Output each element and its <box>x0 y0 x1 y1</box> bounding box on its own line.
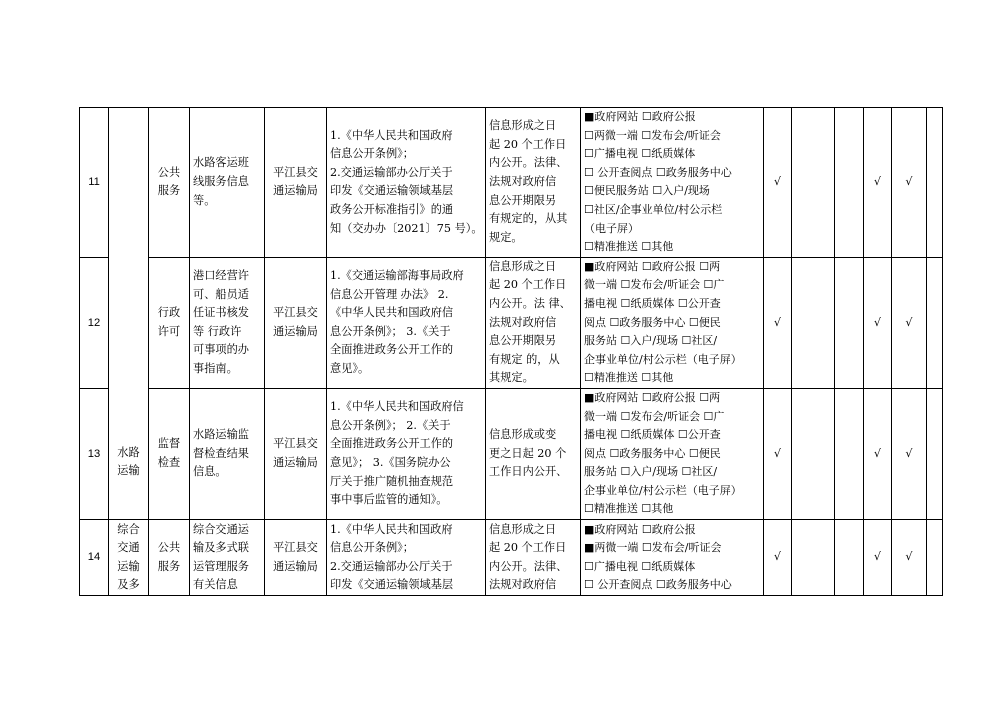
table-row <box>80 108 943 258</box>
check-mark <box>927 520 943 596</box>
basis-line: 厅关于推广随机抽查规范 <box>330 474 454 488</box>
channel-line: ☐精准推送 ☐其他 <box>584 371 674 385</box>
deadline-line: 法规对政府信 <box>489 578 557 592</box>
basis-cell <box>327 388 486 519</box>
channel-line: 微一端 ☐发布会/听证会 ☐广 <box>584 409 725 423</box>
organization-line: 平江县交 <box>273 437 318 451</box>
deadline-line: 起 20 个工作日 <box>489 541 567 555</box>
organization-line: 通运输局 <box>273 184 318 198</box>
deadline-line: 信息形成或变 <box>489 428 557 442</box>
organization-cell <box>265 108 327 258</box>
deadline-line: 息公开期限另 <box>489 334 557 348</box>
deadline-line: 有规定的，从其 <box>489 212 568 226</box>
channel-line: 服务站 ☐入户/现场 ☐社区/ <box>584 465 718 479</box>
channel-line: 企事业单位/村公示栏（电子屏） <box>584 483 742 497</box>
deadline-line: 起 20 个工作日 <box>489 137 567 151</box>
check-mark: √ <box>764 108 792 258</box>
deadline-line: 息公开期限另 <box>489 193 557 207</box>
organization-line: 平江县交 <box>273 306 318 320</box>
check-mark: √ <box>864 257 892 388</box>
content-line: 线服务信息 <box>193 175 249 189</box>
basis-cell <box>327 520 486 596</box>
check-mark: √ <box>892 108 927 258</box>
deadline-line: 信息形成之日 <box>489 119 557 133</box>
content-line: 运管理服务 <box>193 559 249 573</box>
category-line: 运输 <box>117 464 140 478</box>
deadline-line: 起 20 个工作日 <box>489 278 567 292</box>
organization-cell <box>265 520 327 596</box>
check-mark: √ <box>892 520 927 596</box>
deadline-line: 信息形成之日 <box>489 259 557 273</box>
check-mark <box>835 388 864 519</box>
basis-line: 1.《中华人民共和国政府 <box>330 522 453 536</box>
content-line: 事指南。 <box>193 362 238 376</box>
table-row <box>80 520 943 596</box>
deadline-line: 工作日内公开、 <box>489 465 568 479</box>
deadline-line: 内公开。法律、 <box>489 156 568 170</box>
category-line: 及多 <box>117 578 140 592</box>
subcategory-cell <box>149 388 190 519</box>
check-mark <box>792 257 835 388</box>
content-line: 等 行政许 <box>193 324 242 338</box>
deadline-line: 法规对政府信 <box>489 175 557 189</box>
check-mark <box>835 520 864 596</box>
channel-line: 播电视 ☐纸质媒体 ☐公开查 <box>584 428 721 442</box>
check-mark: √ <box>864 388 892 519</box>
basis-line: 信息公开条例》； <box>330 541 414 555</box>
subcategory-cell <box>149 520 190 596</box>
basis-line: 全面推进政务公开工作的 <box>330 343 454 357</box>
row-number: 13 <box>80 388 109 519</box>
basis-cell <box>327 108 486 258</box>
basis-line: 信息公开条例》； <box>330 147 414 161</box>
check-mark: √ <box>764 520 792 596</box>
basis-line: 印发《交通运输领域基层 <box>330 578 454 592</box>
channel-line: 服务站 ☐入户/现场 ☐社区/ <box>584 334 718 348</box>
deadline-line: 有规定 的，从 <box>489 352 560 366</box>
organization-line: 通运输局 <box>273 455 318 469</box>
content-line: 港口经营许 <box>193 269 249 283</box>
deadline-cell <box>486 520 581 596</box>
table-row <box>80 388 943 519</box>
channel-line: 微一端 ☐发布会/听证会 ☐广 <box>584 278 725 292</box>
content-line: 综合交通运 <box>193 522 249 536</box>
check-mark <box>792 388 835 519</box>
basis-line: 息公开条例》； 2.《关于 <box>330 418 451 432</box>
channel-line: ■政府网站 ☐政府公报 ☐两 <box>584 259 721 273</box>
deadline-line: 内公开。法律、 <box>489 559 568 573</box>
basis-line: 全面推进政务公开工作的 <box>330 437 454 451</box>
basis-line: 1.《中华人民共和国政府 <box>330 128 453 142</box>
basis-line: 息公开条例》； 3.《关于 <box>330 324 451 338</box>
deadline-line: 更之日起 20 个 <box>489 446 567 460</box>
subcategory-line: 公共 <box>157 540 181 554</box>
channel-line: ☐社区/企事业单位/村公示栏 <box>584 202 723 216</box>
row-number: 11 <box>80 108 109 258</box>
disclosure-table <box>79 107 943 596</box>
check-mark: √ <box>864 108 892 258</box>
check-mark <box>927 388 943 519</box>
subcategory-line: 检查 <box>157 455 181 469</box>
check-mark: √ <box>864 520 892 596</box>
organization-line: 通运输局 <box>273 559 318 573</box>
check-mark <box>927 257 943 388</box>
content-line: 可事项的办 <box>193 343 249 357</box>
basis-line: 《中华人民共和国政府信 <box>330 306 454 320</box>
content-line: 督检查结果 <box>193 446 249 460</box>
category-cell <box>109 108 149 520</box>
basis-line: 政务公开标准指引》的通 <box>330 202 454 216</box>
basis-line: 意见》； 3.《国务院办公 <box>330 455 451 469</box>
channel-line: 阅点 ☐政务服务中心 ☐便民 <box>584 315 721 329</box>
organization-line: 通运输局 <box>273 324 318 338</box>
basis-line: 事中事后监管的通知》。 <box>330 493 448 507</box>
basis-line: 2.交通运输部办公厅关于 <box>330 559 453 573</box>
channel-line: ■政府网站 ☐政府公报 <box>584 110 696 123</box>
channel-line: ■政府网站 ☐政府公报 ☐两 <box>584 390 721 404</box>
check-mark <box>835 108 864 258</box>
content-line: 可、船员适 <box>193 287 249 301</box>
row-number: 12 <box>80 257 109 388</box>
channels-cell <box>581 257 764 388</box>
category-cell <box>109 520 149 596</box>
check-mark <box>835 257 864 388</box>
organization-line: 平江县交 <box>273 540 318 554</box>
content-line: 水路运输监 <box>193 428 249 442</box>
row-number: 14 <box>80 520 109 596</box>
deadline-line: 法规对政府信 <box>489 315 557 329</box>
category-line: 运输 <box>117 559 140 573</box>
channel-line: ☐精准推送 ☐其他 <box>584 240 674 254</box>
content-line: 等。 <box>193 193 216 207</box>
channel-line: 企事业单位/村公示栏（电子屏） <box>584 352 742 366</box>
basis-line: 意见》。 <box>330 362 370 376</box>
content-line: 输及多式联 <box>193 541 249 555</box>
deadline-line: 规定。 <box>489 230 523 244</box>
deadline-cell <box>486 388 581 519</box>
category-line: 交通 <box>117 541 140 555</box>
channel-line: ☐便民服务站 ☐入户/现场 <box>584 184 710 198</box>
check-mark: √ <box>892 388 927 519</box>
content-cell <box>190 108 265 258</box>
channel-line: ■两微一端 ☐发布会/听证会 <box>584 541 722 555</box>
category-line: 水路 <box>117 445 140 459</box>
basis-line: 1.《交通运输部海事局政府 <box>330 269 464 283</box>
organization-line: 平江县交 <box>273 165 318 179</box>
subcategory-line: 服务 <box>157 184 181 198</box>
content-cell <box>190 257 265 388</box>
deadline-line: 内公开。法 律、 <box>489 296 571 310</box>
content-cell <box>190 388 265 519</box>
check-mark <box>927 108 943 258</box>
channel-line: 阅点 ☐政务服务中心 ☐便民 <box>584 446 721 460</box>
check-mark: √ <box>764 388 792 519</box>
content-cell <box>190 520 265 596</box>
basis-cell <box>327 257 486 388</box>
basis-line: 印发《交通运输领域基层 <box>330 184 454 198</box>
deadline-cell <box>486 108 581 258</box>
table-row <box>80 257 943 388</box>
subcategory-cell <box>149 108 190 258</box>
check-mark: √ <box>892 257 927 388</box>
channel-line: 播电视 ☐纸质媒体 ☐公开查 <box>584 296 721 310</box>
channel-line: ☐精准推送 ☐其他 <box>584 502 674 516</box>
deadline-line: 其规定。 <box>489 371 534 385</box>
content-line: 任证书核发 <box>193 306 249 320</box>
channel-line: ☐ 公开查阅点 ☐政务服务中心 <box>584 165 732 179</box>
check-mark <box>792 520 835 596</box>
basis-line: 知（交办办〔2021〕75 号）。 <box>330 221 483 235</box>
organization-cell <box>265 388 327 519</box>
deadline-line: 信息形成之日 <box>489 522 557 536</box>
organization-cell <box>265 257 327 388</box>
channel-line: ☐两微一端 ☐发布会/听证会 <box>584 128 721 142</box>
subcategory-line: 公共 <box>157 165 181 179</box>
subcategory-line: 服务 <box>157 559 181 573</box>
basis-line: 2.交通运输部办公厅关于 <box>330 165 453 179</box>
channel-line: ■政府网站 ☐政府公报 <box>584 522 696 536</box>
basis-line: 1.《中华人民共和国政府信 <box>330 400 464 414</box>
check-mark: √ <box>764 257 792 388</box>
content-line: 水路客运班 <box>193 156 249 170</box>
basis-line: 信息公开管理 办法》 2. <box>330 287 449 301</box>
channel-line: ☐ 公开查阅点 ☐政务服务中心 <box>584 578 732 592</box>
deadline-cell <box>486 257 581 388</box>
content-line: 有关信息 <box>193 578 238 592</box>
subcategory-line: 监督 <box>157 437 181 451</box>
channels-cell <box>581 520 764 596</box>
channel-line: ☐广播电视 ☐纸质媒体 <box>584 559 696 573</box>
channel-line: （电子屏） <box>584 221 639 235</box>
channel-line: ☐广播电视 ☐纸质媒体 <box>584 147 696 161</box>
subcategory-line: 许可 <box>157 324 181 338</box>
channels-cell <box>581 108 764 258</box>
subcategory-line: 行政 <box>157 306 181 320</box>
category-line: 综合 <box>117 522 140 536</box>
channels-cell <box>581 388 764 519</box>
check-mark <box>792 108 835 258</box>
content-line: 信息。 <box>193 465 227 479</box>
subcategory-cell <box>149 257 190 388</box>
